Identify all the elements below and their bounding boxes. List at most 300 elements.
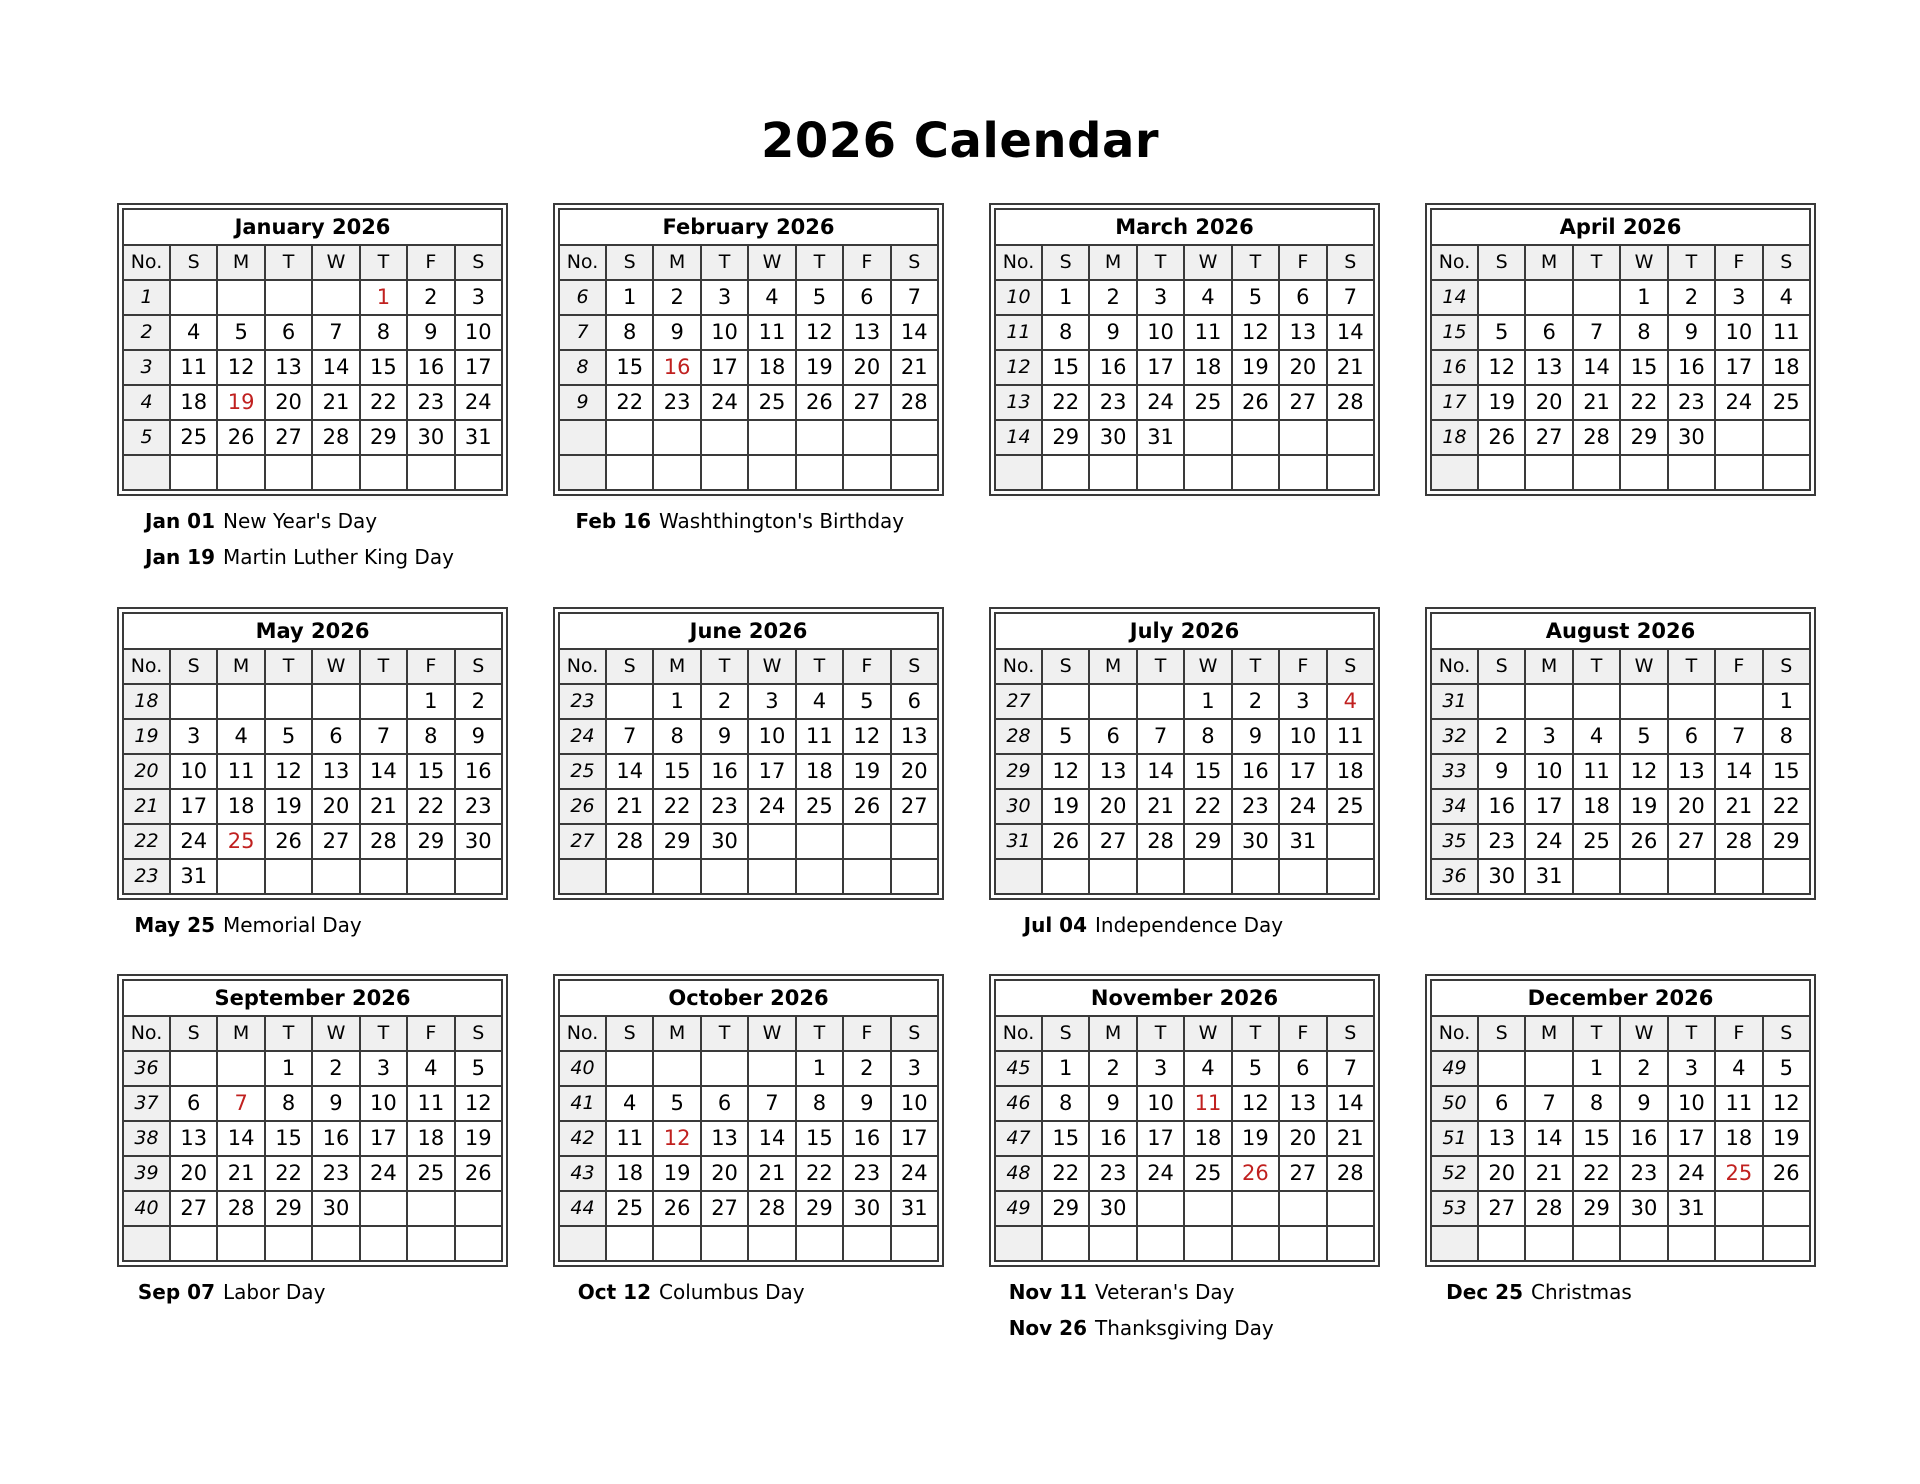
week-number-header: No.	[995, 245, 1042, 280]
holiday-date: Dec 25	[1446, 1280, 1523, 1304]
day-cell: 2	[407, 280, 454, 315]
day-cell	[1525, 1226, 1572, 1261]
day-cell: 29	[265, 1191, 312, 1226]
day-cell: 22	[1184, 789, 1231, 824]
day-cell: 10	[1525, 754, 1572, 789]
weekday-header: S	[1478, 649, 1525, 684]
day-cell: 4	[1573, 719, 1620, 754]
day-cell: 2	[312, 1051, 359, 1086]
day-cell: 25	[1573, 824, 1620, 859]
day-cell	[1089, 859, 1136, 894]
day-cell: 15	[407, 754, 454, 789]
week-number: 28	[995, 719, 1042, 754]
weekday-header: F	[1279, 1016, 1326, 1051]
day-cell: 25	[170, 420, 217, 455]
day-cell: 19	[1232, 1121, 1279, 1156]
day-cell: 8	[1763, 719, 1810, 754]
day-cell: 11	[407, 1086, 454, 1121]
day-cell: 8	[606, 315, 653, 350]
day-cell: 5	[1478, 315, 1525, 350]
day-cell: 1	[407, 684, 454, 719]
day-cell: 23	[1232, 789, 1279, 824]
day-cell: 25	[796, 789, 843, 824]
day-cell	[1668, 859, 1715, 894]
day-cell	[701, 420, 748, 455]
weekday-header: S	[606, 1016, 653, 1051]
day-cell: 3	[891, 1051, 938, 1086]
day-cell: 30	[1668, 420, 1715, 455]
day-cell	[170, 684, 217, 719]
day-cell: 27	[1279, 1156, 1326, 1191]
day-cell: 5	[1763, 1051, 1810, 1086]
day-cell: 16	[843, 1121, 890, 1156]
holiday-entry	[555, 508, 904, 534]
week-number: 20	[123, 754, 170, 789]
day-cell	[265, 1226, 312, 1261]
day-cell: 30	[1089, 1191, 1136, 1226]
day-cell	[1715, 1191, 1762, 1226]
day-cell: 22	[407, 789, 454, 824]
day-cell	[1327, 824, 1374, 859]
holiday-date: Sep 07	[137, 1280, 215, 1304]
weekday-header: S	[455, 245, 502, 280]
weekday-header: W	[312, 1016, 359, 1051]
week-number: 30	[995, 789, 1042, 824]
week-number: 1	[123, 280, 170, 315]
month-calendar	[989, 203, 1380, 496]
day-cell: 2	[1668, 280, 1715, 315]
day-cell: 30	[1089, 420, 1136, 455]
day-cell: 29	[1620, 420, 1667, 455]
month-calendar	[989, 974, 1380, 1267]
day-cell	[1763, 1191, 1810, 1226]
day-cell: 14	[1327, 315, 1374, 350]
day-cell: 9	[843, 1086, 890, 1121]
day-cell: 7	[1137, 719, 1184, 754]
weekday-header: M	[653, 1016, 700, 1051]
day-cell	[1184, 455, 1231, 490]
month-title: October 2026	[559, 980, 938, 1016]
week-number: 11	[995, 315, 1042, 350]
day-cell: 3	[1279, 684, 1326, 719]
day-cell	[170, 1051, 217, 1086]
day-cell: 11	[170, 350, 217, 385]
day-cell	[407, 859, 454, 894]
week-number: 48	[995, 1156, 1042, 1191]
week-number: 5	[123, 420, 170, 455]
day-cell: 10	[455, 315, 502, 350]
week-number-header: No.	[1431, 245, 1478, 280]
day-cell	[360, 455, 407, 490]
week-number-header: No.	[1431, 1016, 1478, 1051]
week-number: 9	[559, 385, 606, 420]
day-cell: 31	[1525, 859, 1572, 894]
day-cell: 16	[1668, 350, 1715, 385]
day-cell: 7	[360, 719, 407, 754]
week-number: 3	[123, 350, 170, 385]
weekday-header: S	[1327, 245, 1374, 280]
holiday-name: Memorial Day	[223, 913, 362, 937]
day-cell: 22	[796, 1156, 843, 1191]
day-cell: 9	[1668, 315, 1715, 350]
holiday-date: Nov 11	[1008, 1280, 1087, 1304]
weekday-header: W	[1620, 649, 1667, 684]
day-cell: 8	[1184, 719, 1231, 754]
weekday-header: T	[796, 1016, 843, 1051]
week-number: 36	[123, 1051, 170, 1086]
day-cell: 24	[455, 385, 502, 420]
day-cell: 23	[1668, 385, 1715, 420]
day-cell: 20	[1668, 789, 1715, 824]
weekday-header: M	[217, 649, 264, 684]
week-number: 49	[995, 1191, 1042, 1226]
day-cell	[1478, 684, 1525, 719]
day-cell: 22	[606, 385, 653, 420]
day-cell: 14	[748, 1121, 795, 1156]
day-cell: 19	[455, 1121, 502, 1156]
weekday-header: F	[1715, 649, 1762, 684]
week-number: 23	[559, 684, 606, 719]
day-cell: 12	[1232, 315, 1279, 350]
day-cell: 25	[1184, 385, 1231, 420]
month-title: February 2026	[559, 209, 938, 245]
day-cell: 23	[653, 385, 700, 420]
day-cell: 28	[312, 420, 359, 455]
day-cell	[653, 420, 700, 455]
holiday-name: New Year's Day	[223, 509, 378, 533]
week-number-header: No.	[1431, 649, 1478, 684]
day-cell: 17	[1279, 754, 1326, 789]
day-cell: 19	[217, 385, 264, 420]
day-cell: 21	[312, 385, 359, 420]
week-number: 18	[1431, 420, 1478, 455]
day-cell	[1089, 455, 1136, 490]
day-cell: 11	[748, 315, 795, 350]
month-calendar	[1425, 607, 1816, 900]
day-cell: 24	[1137, 385, 1184, 420]
holiday-name: Washthington's Birthday	[659, 509, 905, 533]
week-number: 31	[995, 824, 1042, 859]
day-cell: 9	[312, 1086, 359, 1121]
day-cell	[1327, 1226, 1374, 1261]
day-cell	[360, 1226, 407, 1261]
day-cell	[796, 1226, 843, 1261]
day-cell: 23	[843, 1156, 890, 1191]
day-cell	[796, 859, 843, 894]
day-cell: 27	[265, 420, 312, 455]
day-cell: 22	[1042, 385, 1089, 420]
day-cell: 10	[701, 315, 748, 350]
day-cell: 16	[1478, 789, 1525, 824]
day-cell	[1763, 455, 1810, 490]
day-cell: 20	[265, 385, 312, 420]
day-cell	[217, 859, 264, 894]
day-cell	[1478, 455, 1525, 490]
day-cell: 11	[1184, 315, 1231, 350]
day-cell: 22	[1620, 385, 1667, 420]
day-cell: 21	[891, 350, 938, 385]
weekday-header: W	[312, 649, 359, 684]
day-cell: 10	[1137, 1086, 1184, 1121]
weekday-header: M	[1525, 1016, 1572, 1051]
week-number: 31	[1431, 684, 1478, 719]
day-cell: 27	[312, 824, 359, 859]
day-cell: 9	[1232, 719, 1279, 754]
day-cell	[1478, 1226, 1525, 1261]
day-cell: 15	[1573, 1121, 1620, 1156]
weekday-header: F	[1715, 245, 1762, 280]
day-cell: 25	[1327, 789, 1374, 824]
holiday-entry	[991, 1315, 1274, 1341]
day-cell	[891, 1226, 938, 1261]
day-cell: 4	[748, 280, 795, 315]
day-cell	[1668, 684, 1715, 719]
day-cell: 23	[407, 385, 454, 420]
day-cell	[312, 1226, 359, 1261]
day-cell	[265, 455, 312, 490]
day-cell	[1573, 455, 1620, 490]
day-cell	[606, 1051, 653, 1086]
weekday-header: S	[1327, 1016, 1374, 1051]
day-cell: 21	[1573, 385, 1620, 420]
day-cell: 9	[653, 315, 700, 350]
weekday-header: T	[360, 245, 407, 280]
week-number: 21	[123, 789, 170, 824]
day-cell: 14	[606, 754, 653, 789]
month-title: March 2026	[995, 209, 1374, 245]
weekday-header: M	[653, 649, 700, 684]
month-title: August 2026	[1431, 613, 1810, 649]
day-cell	[455, 1226, 502, 1261]
day-cell: 15	[1042, 350, 1089, 385]
day-cell: 26	[1042, 824, 1089, 859]
day-cell	[407, 1191, 454, 1226]
day-cell: 25	[748, 385, 795, 420]
day-cell	[1715, 420, 1762, 455]
day-cell	[748, 455, 795, 490]
day-cell: 7	[312, 315, 359, 350]
day-cell	[1763, 420, 1810, 455]
weekday-header: T	[1573, 245, 1620, 280]
day-cell: 4	[1184, 280, 1231, 315]
day-cell: 3	[701, 280, 748, 315]
day-cell: 29	[796, 1191, 843, 1226]
day-cell: 29	[407, 824, 454, 859]
day-cell: 17	[1668, 1121, 1715, 1156]
month-title: April 2026	[1431, 209, 1810, 245]
day-cell: 4	[1184, 1051, 1231, 1086]
day-cell: 31	[1137, 420, 1184, 455]
weekday-header: S	[455, 1016, 502, 1051]
day-cell	[701, 455, 748, 490]
day-cell: 21	[1327, 1121, 1374, 1156]
day-cell	[170, 455, 217, 490]
week-number	[559, 420, 606, 455]
day-cell	[1279, 455, 1326, 490]
weekday-header: T	[701, 649, 748, 684]
day-cell: 5	[455, 1051, 502, 1086]
week-number: 43	[559, 1156, 606, 1191]
week-number-header: No.	[995, 649, 1042, 684]
day-cell: 7	[1327, 280, 1374, 315]
holiday-name: Independence Day	[1095, 913, 1284, 937]
weekday-header: S	[455, 649, 502, 684]
day-cell: 16	[701, 754, 748, 789]
day-cell: 21	[606, 789, 653, 824]
day-cell: 28	[891, 385, 938, 420]
day-cell: 28	[1525, 1191, 1572, 1226]
day-cell: 7	[606, 719, 653, 754]
week-number: 39	[123, 1156, 170, 1191]
week-number	[995, 1226, 1042, 1261]
day-cell: 9	[1478, 754, 1525, 789]
holiday-name: Columbus Day	[659, 1280, 805, 1304]
day-cell: 10	[1137, 315, 1184, 350]
week-number-header: No.	[123, 649, 170, 684]
day-cell: 16	[1089, 1121, 1136, 1156]
week-number: 41	[559, 1086, 606, 1121]
day-cell: 17	[360, 1121, 407, 1156]
day-cell: 24	[1525, 824, 1572, 859]
week-number: 34	[1431, 789, 1478, 824]
day-cell: 13	[265, 350, 312, 385]
month-title: September 2026	[123, 980, 502, 1016]
day-cell: 24	[1137, 1156, 1184, 1191]
day-cell: 18	[217, 789, 264, 824]
day-cell	[1478, 280, 1525, 315]
day-cell: 26	[265, 824, 312, 859]
day-cell: 8	[1042, 1086, 1089, 1121]
week-number	[1431, 1226, 1478, 1261]
weekday-header: T	[1137, 649, 1184, 684]
day-cell	[360, 684, 407, 719]
holiday-name: Labor Day	[223, 1280, 326, 1304]
holiday-entry	[119, 912, 362, 938]
day-cell	[265, 684, 312, 719]
day-cell: 16	[455, 754, 502, 789]
weekday-header: T	[796, 649, 843, 684]
day-cell	[1763, 1226, 1810, 1261]
day-cell: 12	[796, 315, 843, 350]
week-number: 33	[1431, 754, 1478, 789]
day-cell: 6	[1668, 719, 1715, 754]
day-cell	[891, 824, 938, 859]
weekday-header: F	[1279, 649, 1326, 684]
day-cell: 12	[1763, 1086, 1810, 1121]
day-cell	[1478, 1051, 1525, 1086]
day-cell: 23	[1089, 385, 1136, 420]
weekday-header: T	[360, 649, 407, 684]
week-number	[559, 455, 606, 490]
week-number: 18	[123, 684, 170, 719]
weekday-header: M	[1089, 245, 1136, 280]
weekday-header: T	[1573, 649, 1620, 684]
day-cell	[653, 1051, 700, 1086]
weekday-header: M	[653, 245, 700, 280]
day-cell: 25	[407, 1156, 454, 1191]
day-cell: 22	[1573, 1156, 1620, 1191]
day-cell	[265, 280, 312, 315]
day-cell: 5	[265, 719, 312, 754]
day-cell: 18	[1184, 350, 1231, 385]
weekday-header: S	[891, 1016, 938, 1051]
day-cell	[1279, 859, 1326, 894]
week-number: 37	[123, 1086, 170, 1121]
day-cell: 20	[1279, 1121, 1326, 1156]
day-cell	[796, 824, 843, 859]
day-cell: 4	[217, 719, 264, 754]
week-number: 22	[123, 824, 170, 859]
day-cell: 1	[1042, 1051, 1089, 1086]
day-cell: 29	[1184, 824, 1231, 859]
day-cell: 12	[1232, 1086, 1279, 1121]
weekday-header: W	[748, 1016, 795, 1051]
holiday-entry	[119, 1279, 325, 1305]
day-cell: 10	[360, 1086, 407, 1121]
day-cell: 29	[653, 824, 700, 859]
day-cell: 26	[1763, 1156, 1810, 1191]
day-cell: 29	[1042, 420, 1089, 455]
day-cell: 20	[1279, 350, 1326, 385]
day-cell	[312, 280, 359, 315]
week-number: 15	[1431, 315, 1478, 350]
day-cell: 31	[1668, 1191, 1715, 1226]
day-cell	[1137, 859, 1184, 894]
weekday-header: S	[1763, 1016, 1810, 1051]
day-cell: 24	[360, 1156, 407, 1191]
week-number: 4	[123, 385, 170, 420]
day-cell: 5	[1620, 719, 1667, 754]
day-cell: 12	[1042, 754, 1089, 789]
day-cell: 28	[1327, 385, 1374, 420]
week-number: 44	[559, 1191, 606, 1226]
day-cell: 13	[1478, 1121, 1525, 1156]
day-cell: 20	[312, 789, 359, 824]
weekday-header: T	[1232, 1016, 1279, 1051]
week-number: 27	[995, 684, 1042, 719]
day-cell: 4	[1763, 280, 1810, 315]
week-number: 35	[1431, 824, 1478, 859]
week-number	[995, 859, 1042, 894]
day-cell	[1715, 455, 1762, 490]
weekday-header: F	[1279, 245, 1326, 280]
day-cell	[1042, 684, 1089, 719]
day-cell: 26	[217, 420, 264, 455]
weekday-header: F	[843, 649, 890, 684]
day-cell	[360, 1191, 407, 1226]
week-number: 27	[559, 824, 606, 859]
weekday-header: S	[1763, 649, 1810, 684]
week-number: 40	[559, 1051, 606, 1086]
day-cell	[653, 859, 700, 894]
day-cell	[1042, 455, 1089, 490]
holiday-name: Martin Luther King Day	[223, 545, 454, 569]
day-cell: 13	[1279, 1086, 1326, 1121]
weekday-header: T	[701, 1016, 748, 1051]
weekday-header: W	[1184, 1016, 1231, 1051]
day-cell: 17	[1525, 789, 1572, 824]
day-cell	[455, 1191, 502, 1226]
weekday-header: S	[1327, 649, 1374, 684]
day-cell: 11	[1184, 1086, 1231, 1121]
day-cell: 10	[1668, 1086, 1715, 1121]
day-cell: 8	[1573, 1086, 1620, 1121]
day-cell: 26	[843, 789, 890, 824]
month-calendar	[117, 974, 508, 1267]
day-cell: 12	[217, 350, 264, 385]
weekday-header: T	[265, 245, 312, 280]
day-cell: 6	[265, 315, 312, 350]
